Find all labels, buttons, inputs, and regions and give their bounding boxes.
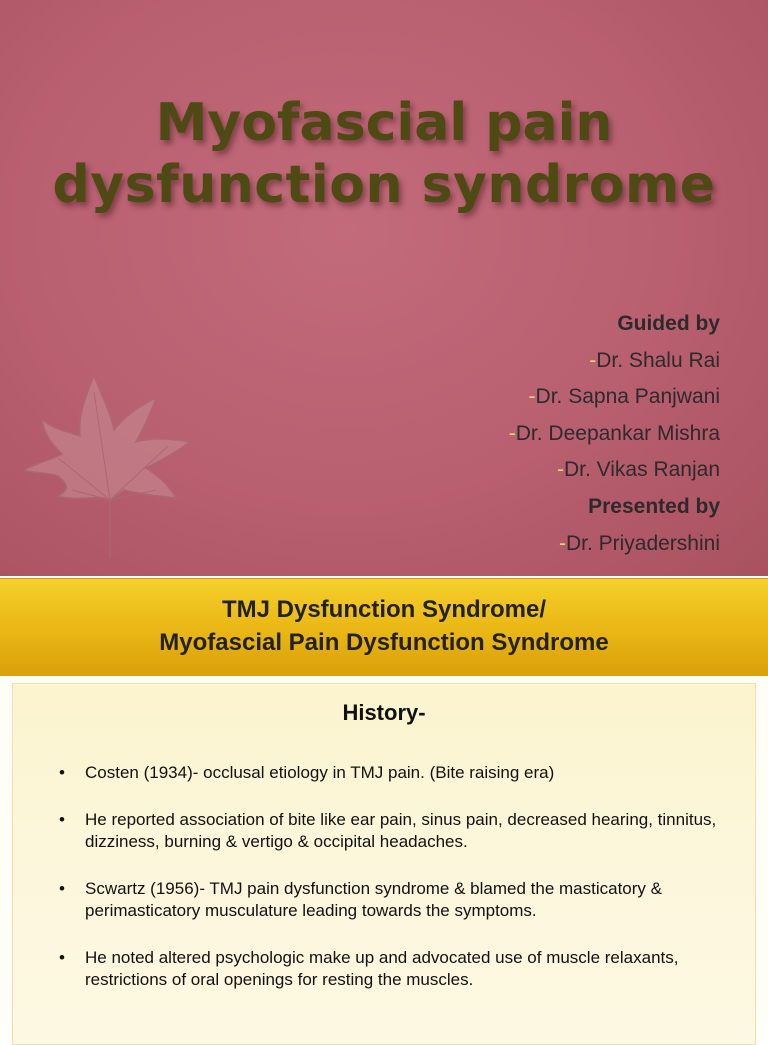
title-line-1: Myofascial pain [155, 93, 613, 153]
presenter-item: -Dr. Priyadershini [558, 531, 720, 555]
section-heading-line-2: Myofascial Pain Dysfunction Syndrome [159, 629, 609, 656]
section-title-slide [0, 578, 768, 677]
section-heading-line-1: TMJ Dysfunction Syndrome/ [221, 596, 547, 623]
presentation-title [0, 92, 768, 216]
guide-item: -Dr. Vikas Ranjan [556, 458, 720, 482]
guide-item: -Dr. Shalu Rai [589, 348, 720, 372]
history-slide [0, 676, 768, 1024]
bullet-icon: • [59, 948, 65, 967]
guide-item: -Dr. Sapna Panjwani [528, 385, 720, 409]
list-item: • He reported association of bite like ear pain, sinus pain, decreased hearing, tinnitus, dizziness, burning & vertigo & occipital headaches. [59, 810, 717, 851]
bullet-icon: • [59, 879, 65, 898]
guide-item: -Dr. Deepankar Mishra [508, 421, 720, 445]
title-line-2: dysfunction syndrome [52, 155, 716, 215]
guided-by-label: Guided by [617, 312, 720, 335]
history-list [59, 762, 749, 1016]
section-heading [0, 593, 768, 659]
credits-block [509, 306, 720, 562]
bullet-icon: • [59, 763, 65, 782]
list-item: • Costen (1934)- occlusal etiology in TMJ pain. (Bite raising era) [59, 763, 555, 782]
list-item: • Scwartz (1956)- TMJ pain dysfunction syndrome & blamed the masticatory & perimasticatory musculature leading towards the symptoms. [59, 879, 662, 920]
maple-leaf-icon [18, 372, 203, 562]
presented-by-label: Presented by [588, 494, 720, 518]
bullet-icon: • [59, 810, 65, 829]
history-heading: History- [342, 700, 426, 725]
history-panel [12, 683, 756, 1045]
list-item: • He noted altered psychologic make up and advocated use of muscle relaxants, restrictions of oral openings for resting the muscles. [59, 948, 679, 989]
